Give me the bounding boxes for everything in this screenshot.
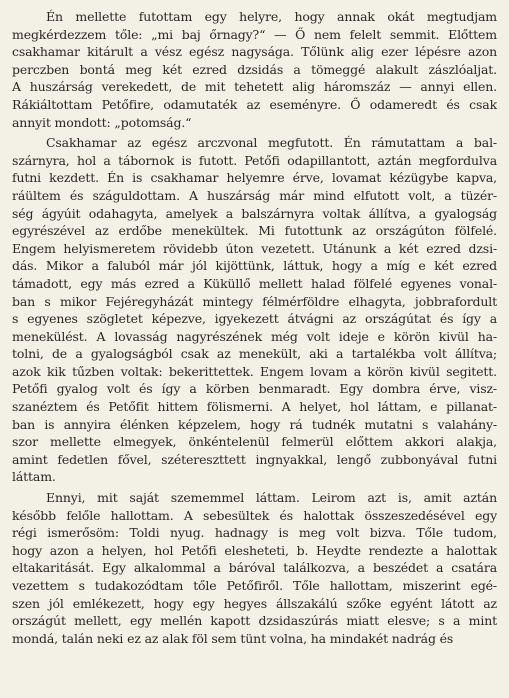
text-line: támadott, egy más ezred a Küküllő mellett halad fölfelé egyenes vonal-: [12, 275, 497, 291]
text-line: perczben bontá meg két ezred dzsidás a tömeggé alakult zászlóaljat.: [12, 61, 497, 77]
text-line: dás. Mikor a faluból már jól kijöttünk, láttuk, hogy a míg e két ezred: [12, 258, 497, 274]
text-line: országút mellett, egy mellén kapott dzsidaszúrás miatt elesve; s a mint: [12, 613, 497, 629]
text-line: Ennyi, mit saját szememmel láttam. Leirom azt is, amit aztán: [46, 490, 497, 506]
text-line: szen jól emlékezett, hogy egy hegyes állszakálú szőke egyént látott az: [12, 595, 497, 611]
text-line: s egyenes szögletet képezve, igyekezett átvágni az országútat és így a: [12, 311, 497, 327]
text-line: Csakhamar az egész arczvonal megfutott. Én rámutattam a bal-: [46, 135, 497, 151]
text-line: amint fedetlen fővel, szétereszttett ingnyakkal, lengő zubbonyával futni: [12, 451, 497, 467]
text-line: egyrészével az erdőbe menekültek. Mi futottunk az országúton fölfelé.: [12, 223, 497, 239]
text-line: tolni, de a gyalogságból csak az menekült, aki a tartalékba volt állítva;: [12, 346, 497, 362]
text-line: régi ismerősöm: Toldi nyug. hadnagy is meg volt bizva. Tőle tudom,: [12, 525, 497, 541]
text-line: láttam.: [12, 469, 56, 485]
text-line: menekülést. A lovasság nagyrészének még volt ideje e körön kivül ha-: [12, 328, 497, 344]
text-line: csakhamar kitárult a vész egész nagysága. Tőlünk alig ezer lépésre azon: [12, 44, 497, 60]
text-line: eltakaritását. Egy alkalommal a báróval találkozva, a beszédet a csatára: [12, 560, 497, 576]
paragraph: [12, 134, 497, 486]
text-line: Petőfi gyalog volt és így a körben benmaradt. Egy dombra érve, visz-: [12, 381, 497, 397]
paragraph: [12, 489, 497, 647]
text-line: szanéztem és Petőfit hittem fölismerni. A helyet, hol láttam, e pillanat-: [12, 399, 497, 415]
text-line: mondá, talán neki ez az alak föl sem tünt volna, ha mindakét nadrág és: [12, 630, 454, 646]
text-line: azok kik tűzben voltak: bekerittettek. Engem lovam a körön kivül segitett.: [12, 363, 497, 379]
text-line: szor mellette elmegyek, önkéntelenül felmerül előttem akkori alakja,: [12, 434, 497, 450]
text-line: vezettem s tudakozódtam tőle Petőfiről. Tőle hallottam, miszerint egé-: [12, 578, 497, 593]
text-line: ség ágyúit odahagyta, amelyek a balszárnyra voltak állítva, a gyalogság: [12, 205, 497, 221]
text-line: Rákiáltottam Petőfire, odamutaték az eseményre. Ő odameredt és csak: [12, 96, 497, 112]
body-text: [12, 8, 497, 647]
text-line: hogy azon a helyen, hol Petőfi elesheteti, b. Heydte rendezte a halottak: [12, 542, 497, 558]
text-line: ban is annyira élénken képzelem, hogy rá tudnék mutatni s valahány-: [12, 416, 497, 432]
paragraph: [12, 8, 497, 131]
text-line: futni kezdett. Én is csakhamar helyemre érve, lovamat kézügybe kapva,: [12, 170, 497, 186]
text-line: ráültem és száguldottam. A huszárság már mind elfutott volt, a tüzér-: [12, 187, 497, 203]
text-line: A huszárság verekedett, de mit tehetett alig háromszáz — annyi ellen.: [12, 79, 497, 95]
text-line: Én mellette futottam egy helyre, hogy annak okát megtudjam: [46, 9, 497, 24]
text-line: megkérdezzem tőle: „mi baj őrnagy?“ — Ő nem felelt semmit. Előttem: [12, 26, 497, 42]
text-line: később felőle hallottam. A sebesültek és halottak összeszedésével egy: [12, 507, 497, 523]
text-line: ban s mikor Fejéregyházát mintegy félmérföldre elhagyta, jobbrafordult: [12, 293, 497, 309]
text-line: Engem helyismeretem rövidebb úton vezetett. Utánunk a két ezred dzsi-: [12, 240, 497, 256]
text-line: szárnyra, hol a tábornok is futott. Petőfi odapillantott, aztán megfordulva: [12, 152, 497, 168]
text-line: annyit mondott: „potomság.“: [12, 114, 192, 130]
